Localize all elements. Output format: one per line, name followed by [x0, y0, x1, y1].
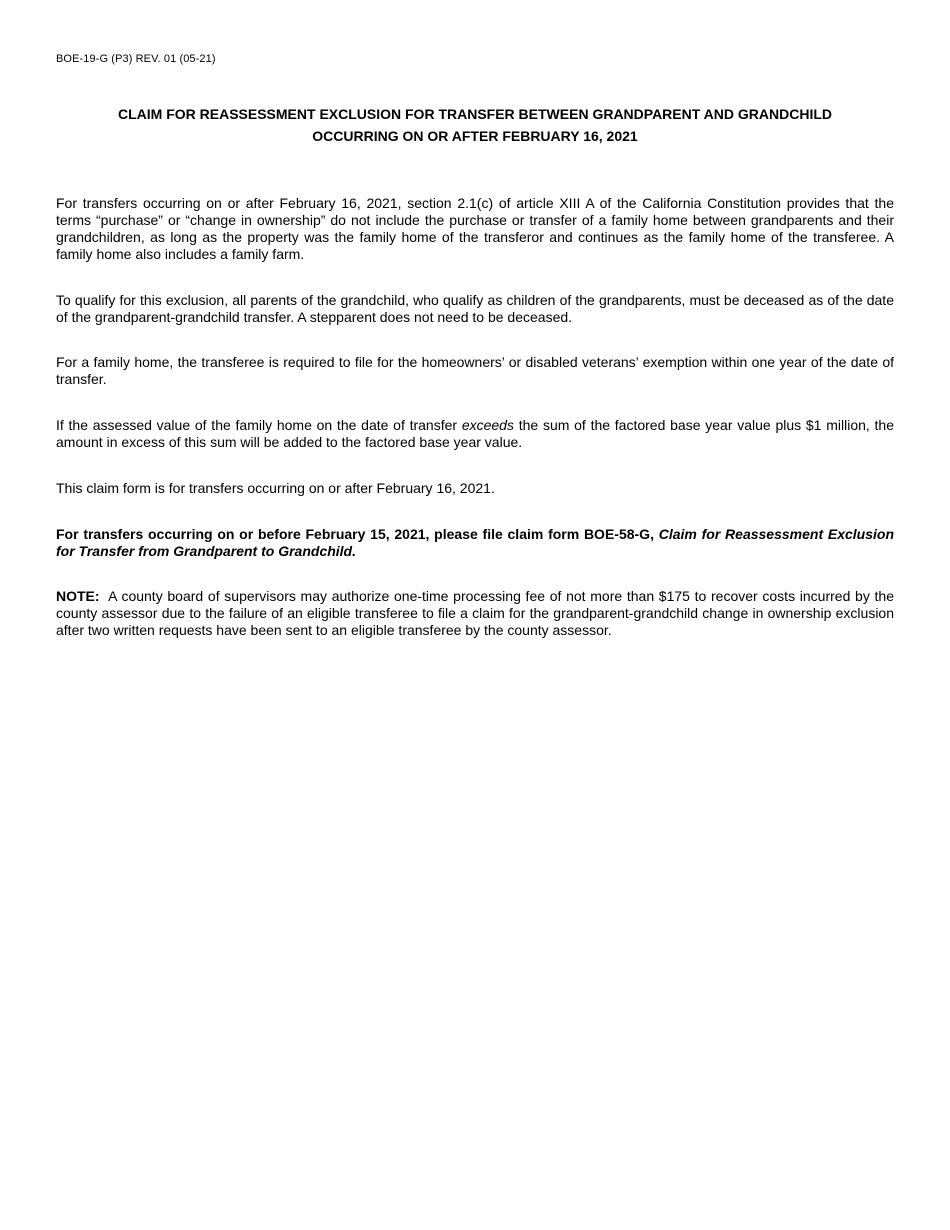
title-line-1: CLAIM FOR REASSESSMENT EXCLUSION FOR TRANSFER BETWEEN GRANDPARENT AND GRANDCHILD	[117, 106, 832, 122]
note-label: NOTE:	[56, 588, 100, 604]
note-text: A county board of supervisors may authorize one-time processing fee of not more than $175 to recover costs incurred by the county assessor due to the failure of an eligible transferee to file a claim for the grandparent-grandchild change in ownership exclusion after two written requests have been sent to an eligible transferee by the county assessor.	[56, 588, 898, 638]
exceeds-emphasis: exceeds	[461, 417, 514, 433]
earlier-transfers-text: For transfers occurring on or before February 15, 2021, please file claim form BOE-58-G,	[56, 526, 659, 542]
page-title	[0, 103, 950, 147]
paragraph-earlier-transfers	[56, 526, 894, 560]
paragraph-form-scope: This claim form is for transfers occurring on or after February 16, 2021.	[56, 480, 495, 496]
title-line-2: OCCURRING ON OR AFTER FEBRUARY 16, 2021	[312, 128, 638, 144]
form-id: BOE-19-G (P3) REV. 01 (05-21)	[56, 53, 216, 65]
assessed-value-text-after: the sum of the factored base year value plus $1 million, the amount in excess of this sum will be added to the factored base year value.	[56, 417, 895, 450]
note-paragraph	[56, 588, 898, 639]
form-title-reference: Claim for Reassessment Exclusion for Transfer from Grandparent to Grandchild.	[56, 526, 894, 559]
paragraph-exemption-filing: For a family home, the transferee is required to file for the homeowners’ or disabled veterans’ exemption within one year of the date of transfer.	[56, 354, 894, 387]
paragraph-exclusion-overview: For transfers occurring on or after February 16, 2021, section 2.1(c) of article XIII A of the California Constitution provides that the terms “purchase” or “change in ownership” do not include the purchase or transfer of a family home between grandparents and their grandchildren, as long as the property was the family home of the transferor and continues as the family home of the transferee. A family home also includes a family farm.	[56, 195, 894, 262]
paragraph-qualification: To qualify for this exclusion, all parents of the grandchild, who qualify as children of the grandparents, must be deceased as of the date of the grandparent-grandchild transfer. A stepparent does not need to be deceased.	[56, 292, 894, 325]
assessed-value-text-before: If the assessed value of the family home on the date of transfer	[56, 417, 462, 433]
paragraph-assessed-value	[56, 417, 894, 451]
